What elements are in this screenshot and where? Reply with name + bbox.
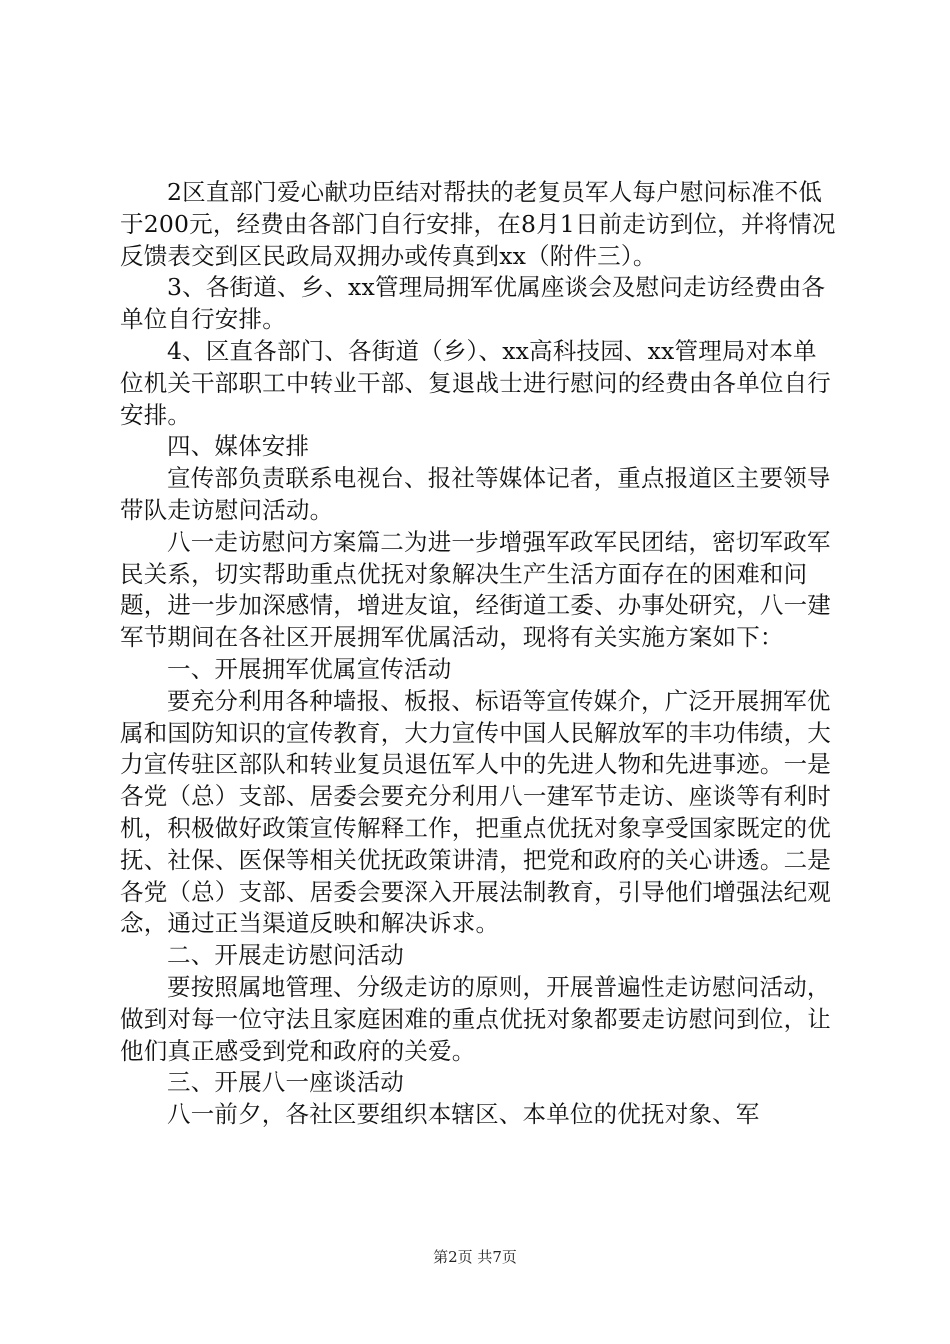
section-heading-symposium: 三、开展八一座谈活动 [167,1068,404,1097]
section-heading-publicity: 一、开展拥军优属宣传活动 [167,654,452,683]
section-heading-visits: 二、开展走访慰问活动 [167,941,404,970]
paragraph-plan-two-intro: 八一走访慰问方案篇二为进一步增强军政军民团结，密切军政军民关系，切实帮助重点优抚对象解决生产生活方面存在的困难和问题，进一步加深感情，增进友谊，经街道工委、办事处研究，八一建军节期间在各社区开展拥军优属活动，现将有关实施方案如下： [120,527,831,652]
section-heading-media: 四、媒体安排 [167,432,310,461]
paragraph-media: 宣传部负责联系电视台、报社等媒体记者，重点报道区主要领导带队走访慰问活动。 [120,464,831,524]
page-number: 第2页 共7页 [433,1248,517,1266]
paragraph-funding-partners: 2区直部门爱心献功臣结对帮扶的老复员军人每户慰问标准不低于200元，经费由各部门自行安排，在8月1日前走访到位，并将情况反馈表交到区民政局双拥办或传真到xx（附件三）。 [120,178,836,270]
paragraph-funding-departments: 4、区直各部门、各街道（乡）、xx高科技园、xx管理局对本单位机关干部职工中转业干部、复退战士进行慰问的经费由各单位自行安排。 [120,336,831,429]
paragraph-symposium: 八一前夕，各社区要组织本辖区、本单位的优抚对象、军 [167,1100,760,1129]
paragraph-funding-streets: 3、各街道、乡、xx管理局拥军优属座谈会及慰问走访经费由各单位自行安排。 [120,273,826,334]
paragraph-publicity: 要充分利用各种墙报、板报、标语等宣传媒介，广泛开展拥军优属和国防知识的宣传教育，大力宣传中国人民解放军的丰功伟绩，大力宣传驻区部队和转业复员退伍军人中的先进人物和先进事迹。一是各党（总）支部、居委会要充分利用八一建军节走访、座谈等有利时机，积极做好政策宣传解释工作，把重点优抚对象享受国家既定的优抚、社保、医保等相关优抚政策讲清，把党和政府的关心讲透。二是各党（总）支部、居委会要深入开展法制教育，引导他们增强法纪观念，通过正当渠道反映和解决诉求。 [120,686,831,938]
paragraph-visits: 要按照属地管理、分级走访的原则，开展普遍性走访慰问活动，做到对每一位守法且家庭困难的重点优抚对象都要走访慰问到位，让他们真正感受到党和政府的关爱。 [120,972,831,1065]
document-body [120,177,840,1131]
